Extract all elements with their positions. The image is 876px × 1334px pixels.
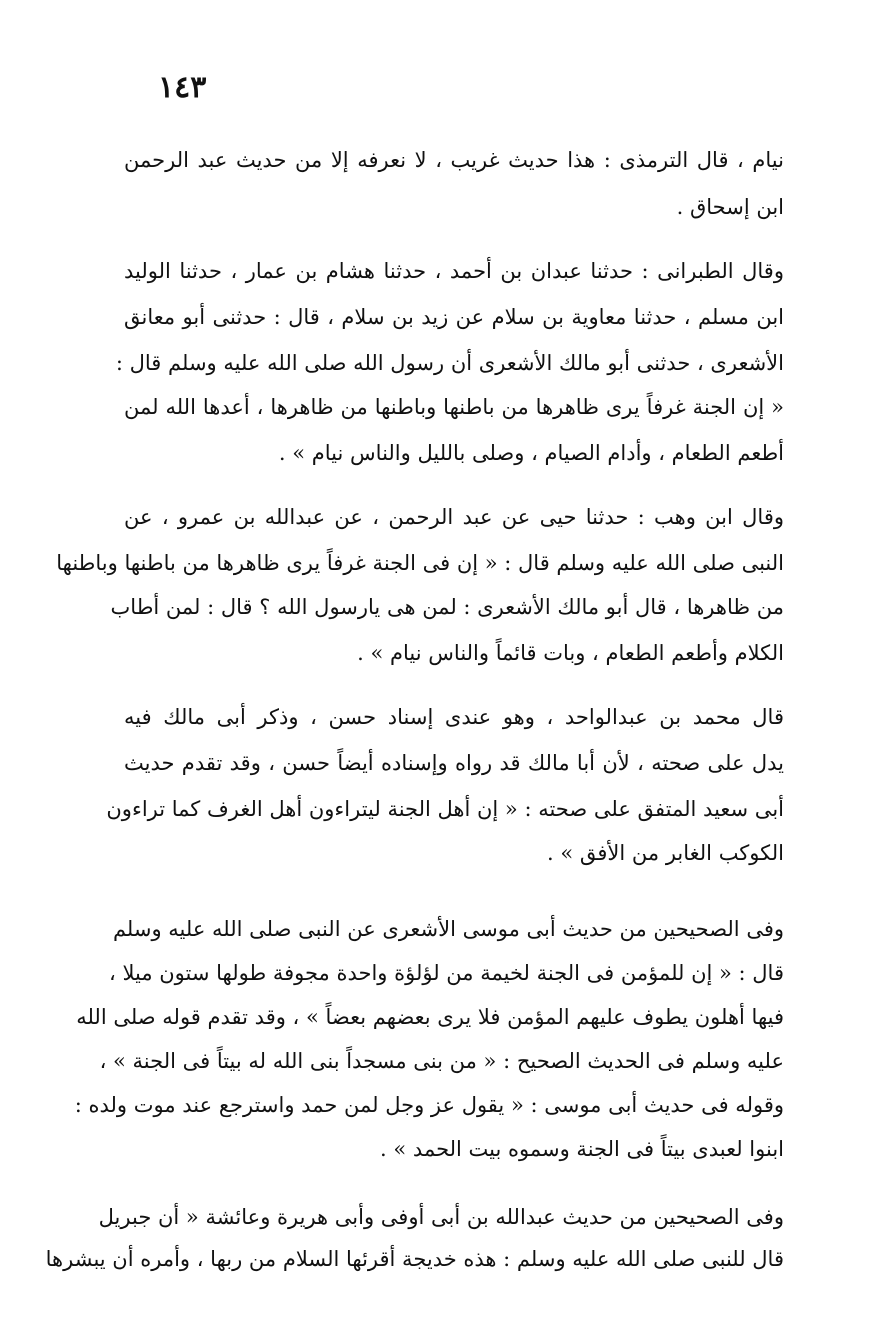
text-line: وقال الطبرانى : حدثنا عبدان بن أحمد ، حدثنا هشام بن عمار ، حدثنا الوليد	[124, 259, 784, 283]
text-line: فيها أهلون يطوف عليهم المؤمن فلا يرى بعضهم بعضاً » ، وقد تقدم قوله صلى الله	[76, 1005, 784, 1029]
page-number: ١٤٣	[158, 70, 207, 105]
text-line: وقال ابن وهب : حدثنا حيى عن عبد الرحمن ، عن عبدالله بن عمرو ، عن	[124, 505, 784, 529]
text-line: نيام ، قال الترمذى : هذا حديث غريب ، لا نعرفه إلا من حديث عبد الرحمن	[124, 148, 784, 172]
text-line: وفى الصحيحين من حديث عبدالله بن أبى أوفى وأبى هريرة وعائشة « أن جبريل	[98, 1205, 784, 1229]
text-line: يدل على صحته ، لأن أبا مالك قد رواه وإسناده أيضاً حسن ، وقد تقدم حديث	[124, 751, 784, 775]
text-line: الأشعرى ، حدثنى أبو مالك الأشعرى أن رسول الله صلى الله عليه وسلم قال :	[115, 351, 784, 375]
text-line: قال محمد بن عبدالواحد ، وهو عندى إسناد حسن ، وذكر أبى مالك فيه	[124, 705, 784, 729]
text-line: قال : « إن للمؤمن فى الجنة لخيمة من لؤلؤة واحدة مجوفة طولها ستون ميلا ،	[109, 961, 784, 985]
text-line: ابن مسلم ، حدثنا معاوية بن سلام عن زيد بن سلام ، قال : حدثنى أبو معانق	[124, 305, 784, 329]
text-line: أطعم الطعام ، وأدام الصيام ، وصلى بالليل والناس نيام » .	[278, 441, 784, 465]
text-line: عليه وسلم فى الحديث الصحيح : « من بنى مسجداً بنى الله له بيتاً فى الجنة » ،	[99, 1049, 784, 1073]
text-line: النبى صلى الله عليه وسلم قال : « إن فى الجنة غرفاً يرى ظاهرها من باطنها وباطنها	[56, 551, 784, 575]
text-line: الكلام وأطعم الطعام ، وبات قائماً والناس نيام » .	[357, 641, 784, 665]
text-line: من ظاهرها ، قال أبو مالك الأشعرى : لمن هى يارسول الله ؟ قال : لمن أطاب	[110, 595, 784, 619]
text-line: ابنوا لعبدى بيتاً فى الجنة وسموه بيت الحمد » .	[380, 1137, 784, 1161]
text-line: الكوكب الغابر من الأفق » .	[547, 841, 784, 865]
text-line: قال للنبى صلى الله عليه وسلم : هذه خديجة أقرئها السلام من ربها ، وأمره أن يبشرها	[45, 1247, 784, 1271]
text-line: ابن إسحاق .	[676, 195, 784, 219]
text-line: أبى سعيد المتفق على صحته : « إن أهل الجنة ليتراءون أهل الغرف كما تراءون	[106, 797, 784, 821]
text-line: وقوله فى حديث أبى موسى : « يقول عز وجل لمن حمد واسترجع عند موت ولده :	[74, 1093, 784, 1117]
text-line: « إن الجنة غرفاً يرى ظاهرها من باطنها وباطنها من ظاهرها ، أعدها الله لمن	[124, 395, 784, 419]
text-line: وفى الصحيحين من حديث أبى موسى الأشعرى عن النبى صلى الله عليه وسلم	[112, 917, 784, 941]
